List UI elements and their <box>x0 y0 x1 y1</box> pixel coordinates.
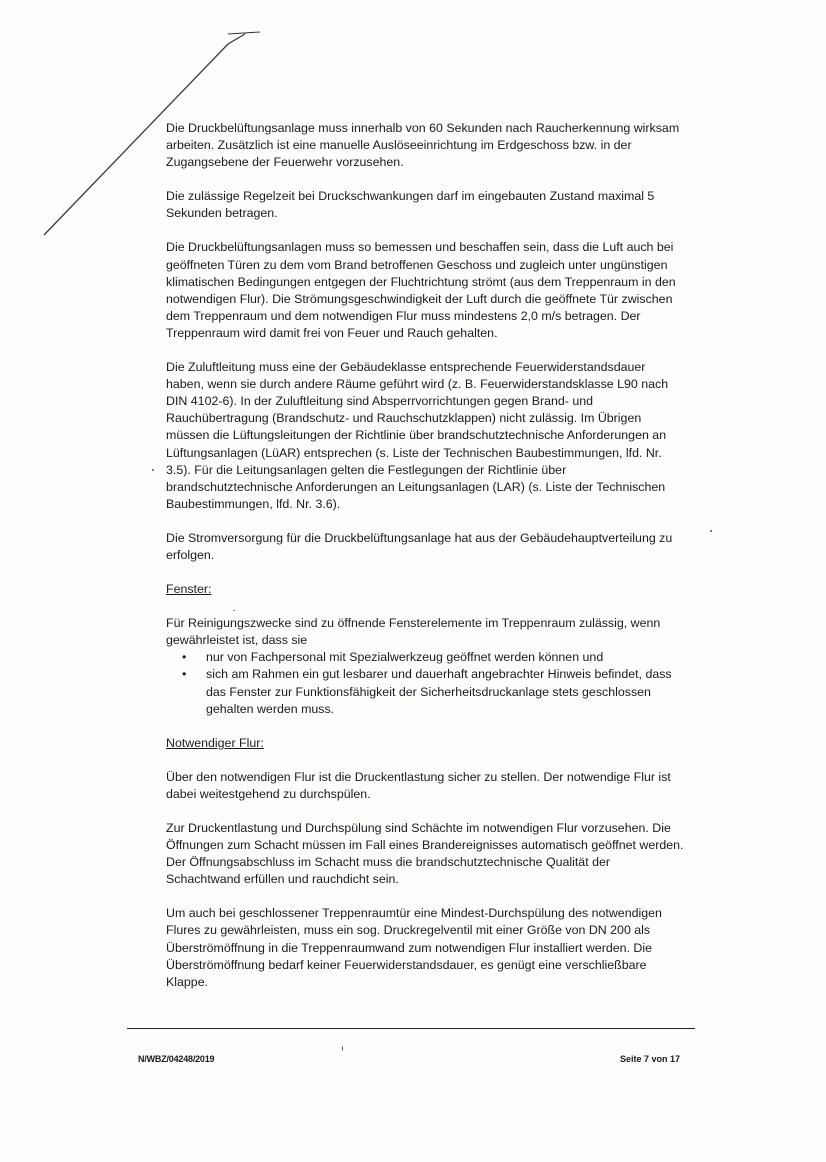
list-item: • sich am Rahmen ein gut lesbarer und dauerhaft angebrachter Hinweis befindet, dass das Fenster zur Funktionsfähigkeit der Sicherheitsdruckanlage stets geschlossen gehalten werden muss. <box>206 666 686 717</box>
fenster-bullet-list <box>166 649 686 717</box>
document-reference: N/WBZ/04248/2019 <box>138 1054 215 1064</box>
paragraph-flur-shafts: Zur Druckentlastung und Durchspülung sind Schächte im notwendigen Flur vorzusehen. Die Öffnungen zum Schacht müssen im Fall eines Brandereignisses automatisch geöffnet werden. Der Öffnungsabschluss im Schacht muss die brandschutztechnische Qualität der Schachtwand erfüllen und rauchdicht sein. <box>166 821 684 887</box>
paragraph-power-supply: Die Stromversorgung für die Druckbelüftungsanlage hat aus der Gebäudehauptverteilung zu erfolgen. <box>166 530 673 562</box>
document-body <box>166 120 686 1008</box>
paragraph-control-time: Die zulässige Regelzeit bei Druckschwankungen darf im eingebauten Zustand maximal 5 Sekunden betragen. <box>166 189 655 221</box>
paragraph-airflow: Die Druckbelüftungsanlagen muss so bemessen und beschaffen sein, dass die Luft auch bei geöffneten Türen zu dem vom Brand betroffenen Geschoss und zugleich unter ungünstigen klimatischen Bedingungen entgegen der Fluchtrichtung strömt (aus dem Treppenraum in den notwendigen Flur). Die Strömungsgeschwindigkeit der Luft durch die geöffnete Tür zwischen dem Treppenraum und dem notwendigen Flur muss mindestens 2,0 m/s betragen. Der Treppenraum wird damit frei von Feuer und Rauch gehalten. <box>166 240 676 340</box>
footer-divider <box>127 1028 695 1029</box>
paragraph-flur-valve: Um auch bei geschlossener Treppenraumtür eine Mindest-Durchspülung des notwendigen Flures zu gewährleisten, muss ein sog. Druckregelventil mit einer Größe von DN 200 als Überströmöffnung in die Treppenraumwand zum notwendigen Flur installiert werden. Die Überströmöffnung bedarf keiner Feuerwiderstandsdauer, es genügt eine verschließbare Klappe. <box>166 906 662 989</box>
paragraph-activation: Die Druckbelüftungsanlage muss innerhalb von 60 Sekunden nach Raucherkennung wirksam arbeiten. Zusätzlich ist eine manuelle Auslöseeinrichtung im Erdgeschoss bzw. in der Zugangsebene der Feuerwehr vorzusehen. <box>166 121 680 170</box>
page-number: Seite 7 von 17 <box>620 1054 681 1064</box>
list-item: • nur von Fachpersonal mit Spezialwerkzeug geöffnet werden können und <box>206 649 686 666</box>
section-heading-fenster: Fenster: <box>166 582 212 597</box>
scan-speck <box>233 610 235 611</box>
paragraph-flur-pressure-relief: Über den notwendigen Flur ist die Druckentlastung sicher zu stellen. Der notwendige Flur ist dabei weitestgehend zu durchspülen. <box>166 769 671 801</box>
paragraph-supply-duct: Die Zuluftleitung muss eine der Gebäudeklasse entsprechende Feuerwiderstandsdauer haben, wenn sie durch andere Räume geführt wird (z. B. Feuerwiderstandsklasse L90 nach DIN 4102-6). In der Zuluftleitung sind Absperrvorrichtungen gegen Brand- und Rauchübertragung (Brandschutz- und Rauchschutzklappen) nicht zulässig. Im Übrigen müssen die Lüftungsleitungen der Richtlinie über brandschutztechnische Anforderungen an Lüftungsanlagen (LüAR) entsprechen (s. Liste der Technischen Baubestimmungen, lfd. Nr. 3.5). Für die Leitungsanlagen gelten die Festlegungen der Richtlinie über brandschutztechnische Anforderungen an Leitungsanlagen (LAR) (s. Liste der Technischen Baubestimmungen, lfd. Nr. 3.6). <box>166 360 669 511</box>
scan-speck <box>342 1046 343 1051</box>
scan-speck <box>152 469 154 471</box>
paragraph-fenster-intro: Für Reinigungszwecke sind zu öffnende Fensterelemente im Treppenraum zulässig, wenn gewährleistet ist, dass sie <box>166 616 661 648</box>
scan-speck <box>710 530 712 532</box>
section-heading-flur: Notwendiger Flur: <box>166 735 264 750</box>
